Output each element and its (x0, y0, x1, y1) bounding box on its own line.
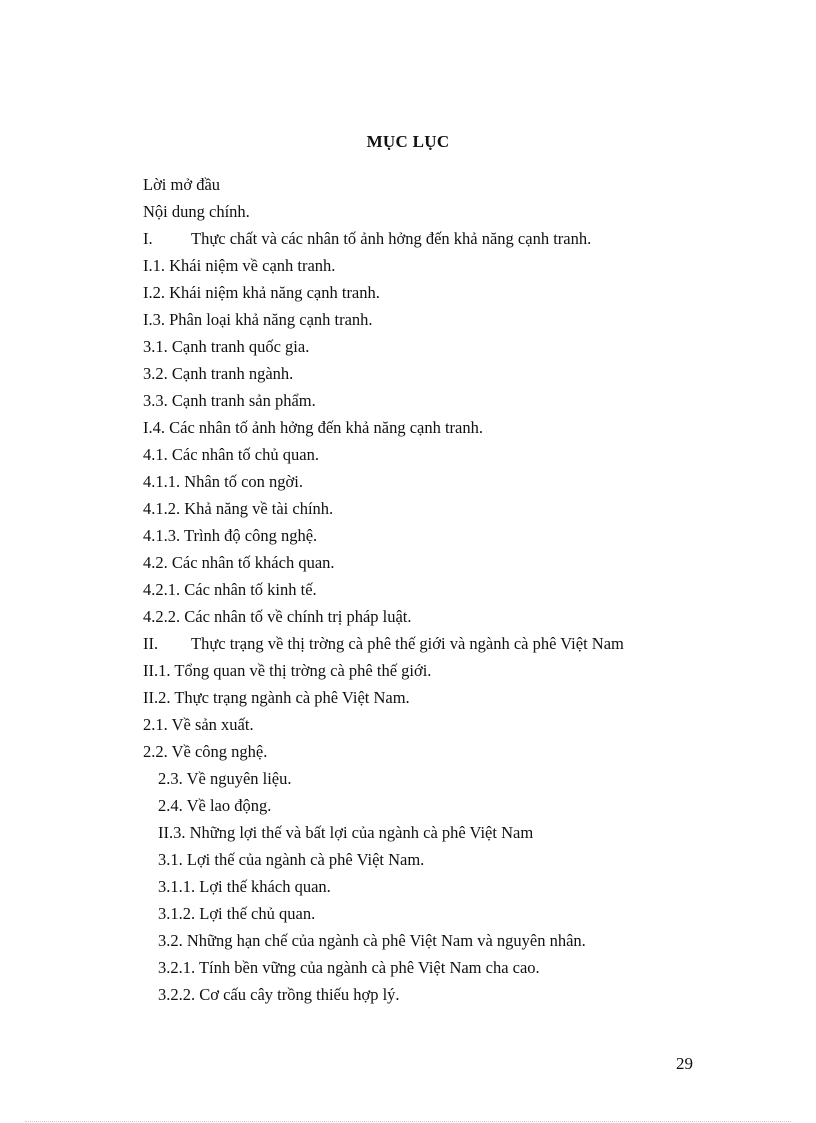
toc-entry (143, 496, 333, 522)
toc-entry (143, 280, 380, 306)
toc-entry-text: 4.1.1. Nhân tố con ngời. (143, 472, 303, 491)
toc-entry-text: Thực chất và các nhân tố ảnh hởng đến khả năng cạnh tranh. (191, 229, 592, 248)
toc-entry (143, 226, 591, 252)
page-number: 29 (676, 1054, 693, 1073)
toc-entry-text: 2.1. Về sản xuất. (143, 715, 254, 734)
toc-entry-text: 4.1.3. Trình độ công nghệ. (143, 526, 318, 545)
toc-entry-number: II. (143, 634, 159, 653)
toc-entry (143, 523, 317, 549)
toc-entry (143, 604, 412, 630)
toc-entry (143, 361, 293, 387)
toc-entry (143, 334, 309, 360)
toc-entry (143, 253, 335, 279)
toc-entry-text: 2.2. Về công nghệ. (143, 742, 268, 761)
toc-entry-number: I. (143, 229, 153, 248)
toc-entry-text: II.1. Tổng quan về thị trờng cà phê thế giới. (143, 661, 432, 680)
toc-entry-text: I.3. Phân loại khả năng cạnh tranh. (143, 310, 373, 329)
toc-entry-text: 3.2. Cạnh tranh ngành. (143, 364, 294, 383)
toc-entry (158, 928, 586, 954)
toc-entry-text: 4.2.2. Các nhân tố về chính trị pháp luật. (143, 607, 412, 626)
toc-entry-text: 3.1.2. Lợi thế chủ quan. (158, 904, 316, 923)
toc-entry (143, 172, 220, 198)
toc-entry-text: I.2. Khái niệm khả năng cạnh tranh. (143, 283, 380, 302)
toc-entry-text: 3.2. Những hạn chế của ngành cà phê Việt Nam và nguyên nhân. (158, 931, 586, 950)
toc-entry-text: 4.2. Các nhân tố khách quan. (143, 553, 335, 572)
toc-entry (143, 712, 254, 738)
page-bottom-divider (25, 1121, 791, 1122)
toc-entry (143, 550, 335, 576)
toc-entry-text: II.3. Những lợi thế và bất lợi của ngành cà phê Việt Nam (158, 823, 534, 842)
toc-entry-text: 2.4. Về lao động. (158, 796, 272, 815)
toc-entry-text: Nội dung chính. (143, 202, 250, 221)
toc-entry (143, 442, 319, 468)
toc-entry-text: 4.1. Các nhân tố chủ quan. (143, 445, 319, 464)
toc-entry-text: 3.1. Lợi thế của ngành cà phê Việt Nam. (158, 850, 425, 869)
toc-entry (143, 577, 317, 603)
toc-entry-text: 3.2.1. Tính bền vững của ngành cà phê Việt Nam cha cao. (158, 958, 540, 977)
toc-entry-text: 2.3. Về nguyên liệu. (158, 769, 292, 788)
toc-entry (158, 982, 400, 1008)
toc-entry (158, 793, 271, 819)
toc-entry (143, 388, 316, 414)
toc-entry-text: I.1. Khái niệm về cạnh tranh. (143, 256, 336, 275)
toc-entry (158, 766, 292, 792)
toc-entry (158, 820, 533, 846)
toc-entry (143, 469, 303, 495)
toc-entry-text: 3.1. Cạnh tranh quốc gia. (143, 337, 310, 356)
toc-entry-text: 4.1.2. Khả năng về tài chính. (143, 499, 334, 518)
toc-entry (143, 631, 624, 657)
toc-entry (158, 847, 424, 873)
toc-entry (158, 901, 315, 927)
toc-entry-text: 3.1.1. Lợi thế khách quan. (158, 877, 331, 896)
toc-entry-text: 4.2.1. Các nhân tố kinh tế. (143, 580, 317, 599)
toc-entry-text: 3.3. Cạnh tranh sản phẩm. (143, 391, 316, 410)
toc-entry-text: 3.2.2. Cơ cấu cây trồng thiếu hợp lý. (158, 985, 400, 1004)
toc-entry (143, 199, 250, 225)
toc-entry (143, 658, 431, 684)
toc-entry-text: Thực trạng về thị trờng cà phê thế giới và ngành cà phê Việt Nam (191, 634, 624, 653)
toc-entry (143, 307, 373, 333)
toc-entry (158, 874, 331, 900)
toc-entry (158, 955, 540, 981)
toc-entry-text: Lời mở đầu (143, 175, 221, 194)
toc-entry-text: I.4. Các nhân tố ảnh hởng đến khả năng cạnh tranh. (143, 418, 483, 437)
toc-entry (143, 739, 267, 765)
toc-entry (143, 685, 410, 711)
toc-entry (143, 415, 483, 441)
toc-entry-text: II.2. Thực trạng ngành cà phê Việt Nam. (143, 688, 410, 707)
page-title: MỤC LỤC (366, 132, 450, 151)
